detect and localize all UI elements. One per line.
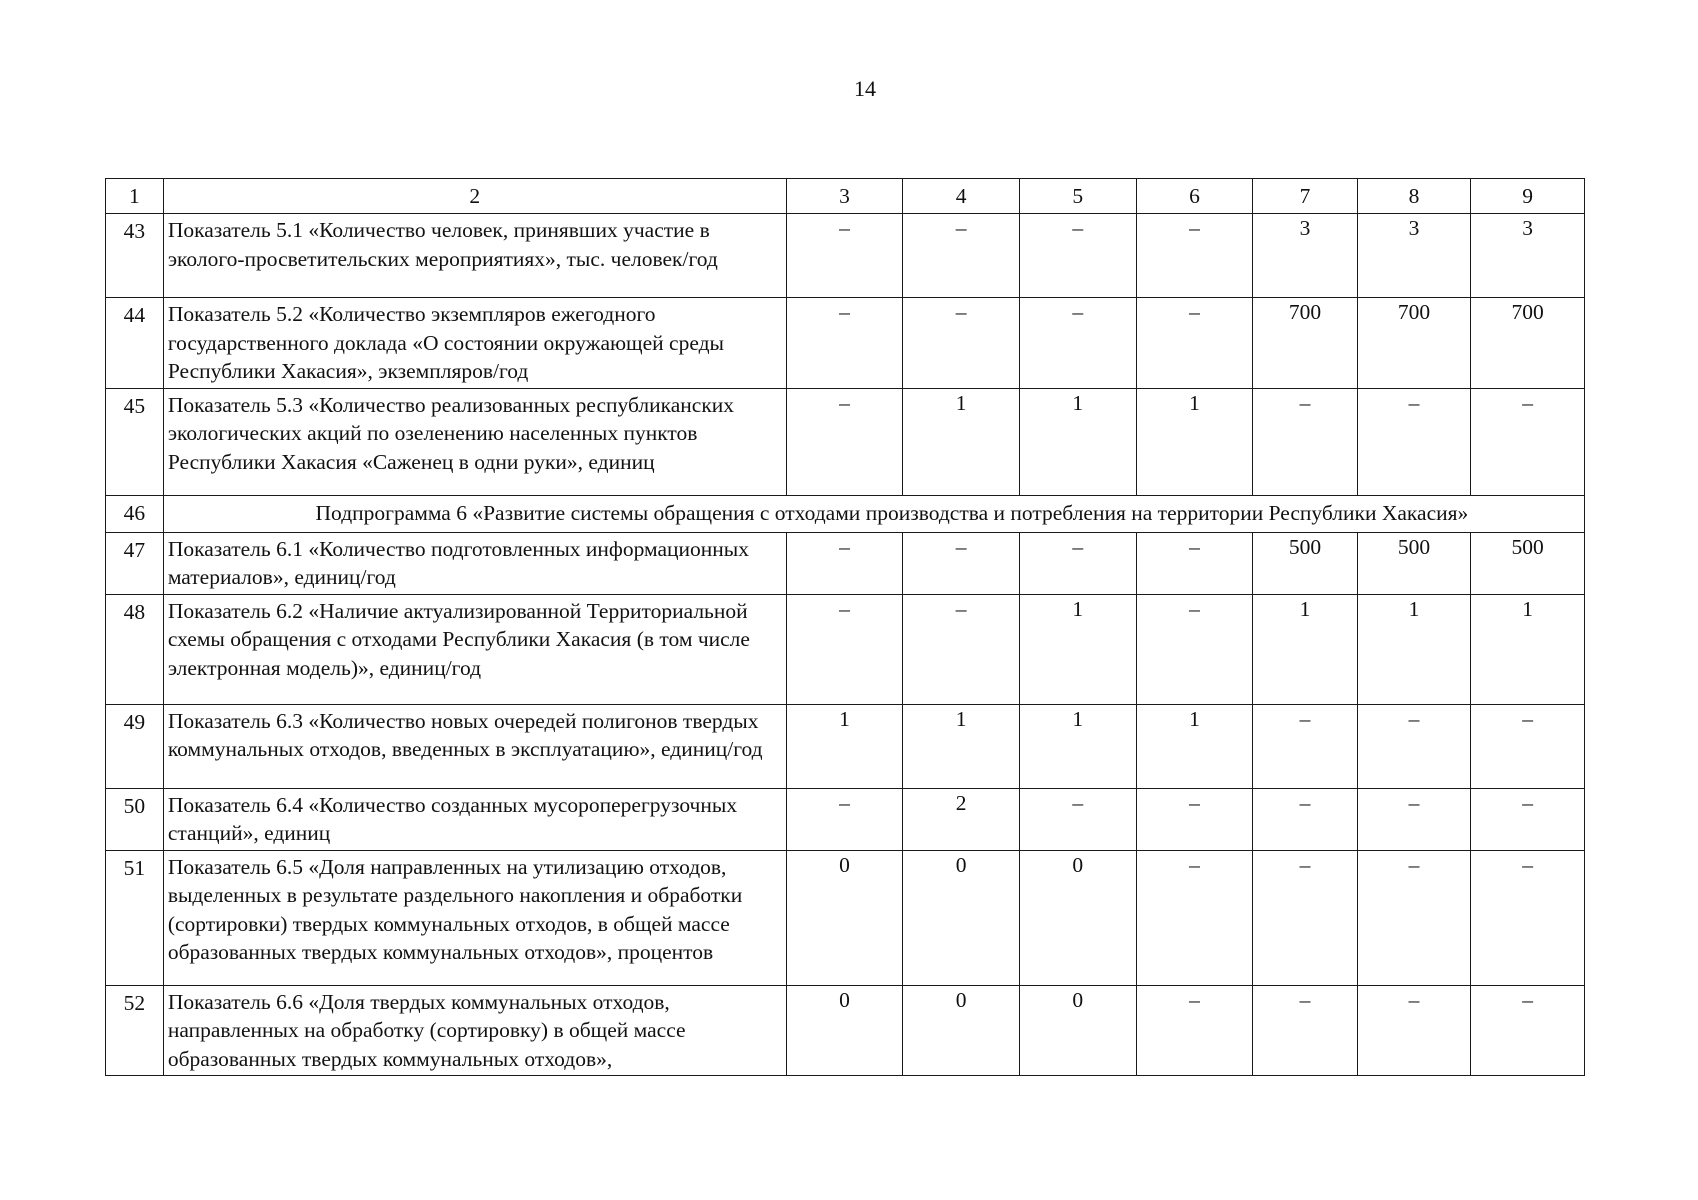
value-cell: 700	[1253, 298, 1357, 389]
indicator-description: Показатель 6.4 «Количество созданных мусороперегрузочных станций», единиц	[163, 788, 786, 850]
table-row	[106, 594, 1585, 704]
value-cell: –	[1253, 985, 1357, 1076]
row-number: 45	[106, 388, 164, 495]
row-number: 49	[106, 704, 164, 788]
indicator-description: Показатель 6.6 «Доля твердых коммунальных отходов, направленных на обработку (сортировку) в общей массе образованных твердых коммунальных отходов»,	[163, 985, 786, 1076]
value-cell: 1	[1136, 388, 1253, 495]
value-cell: –	[1019, 788, 1136, 850]
value-cell: –	[1471, 788, 1585, 850]
value-cell: –	[1136, 298, 1253, 389]
table-row	[106, 388, 1585, 495]
indicator-description: Показатель 6.1 «Количество подготовленных информационных материалов», единиц/год	[163, 532, 786, 594]
value-cell: –	[1136, 532, 1253, 594]
indicator-description: Показатель 5.1 «Количество человек, принявших участие в эколого-просветительских мероприятиях», тыс. человек/год	[163, 214, 786, 298]
value-cell: –	[1136, 985, 1253, 1076]
value-cell: 0	[786, 985, 903, 1076]
header-cell: 1	[106, 179, 164, 214]
row-number: 48	[106, 594, 164, 704]
value-cell: –	[1253, 388, 1357, 495]
value-cell: –	[786, 532, 903, 594]
indicator-description: Показатель 6.5 «Доля направленных на утилизацию отходов, выделенных в результате раздельного накопления и обработки (сортировки) твердых коммунальных отходов, в общей массе образованных твердых коммунальных отходов», процентов	[163, 850, 786, 985]
value-cell: 500	[1357, 532, 1471, 594]
row-number: 47	[106, 532, 164, 594]
table-header-row	[106, 179, 1585, 214]
page-number: 14	[854, 76, 876, 101]
value-cell: 0	[903, 985, 1020, 1076]
header-cell: 2	[163, 179, 786, 214]
table-body	[106, 179, 1585, 1076]
value-cell: –	[1253, 788, 1357, 850]
indicator-description: Показатель 5.2 «Количество экземпляров ежегодного государственного доклада «О состоянии окружающей среды Республики Хакасия», экземпляров/год	[163, 298, 786, 389]
value-cell: 0	[1019, 985, 1136, 1076]
value-cell: 1	[1019, 594, 1136, 704]
header-cell: 7	[1253, 179, 1357, 214]
indicator-description: Показатель 6.3 «Количество новых очередей полигонов твердых коммунальных отходов, введенных в эксплуатацию», единиц/год	[163, 704, 786, 788]
header-cell: 6	[1136, 179, 1253, 214]
value-cell: 1	[1471, 594, 1585, 704]
value-cell: 0	[786, 850, 903, 985]
value-cell: –	[1357, 985, 1471, 1076]
table-row	[106, 298, 1585, 389]
value-cell: 1	[903, 388, 1020, 495]
value-cell: –	[903, 214, 1020, 298]
value-cell: –	[903, 298, 1020, 389]
value-cell: 1	[786, 704, 903, 788]
indicator-description: Показатель 6.2 «Наличие актуализированной Территориальной схемы обращения с отходами Республики Хакасия (в том числе электронная модель)», единиц/год	[163, 594, 786, 704]
value-cell: –	[1136, 850, 1253, 985]
row-number: 43	[106, 214, 164, 298]
table-row	[106, 850, 1585, 985]
value-cell: –	[903, 532, 1020, 594]
value-cell: 3	[1253, 214, 1357, 298]
table-row	[106, 704, 1585, 788]
value-cell: –	[1019, 532, 1136, 594]
value-cell: –	[903, 594, 1020, 704]
value-cell: 700	[1471, 298, 1585, 389]
value-cell: –	[1357, 704, 1471, 788]
value-cell: 1	[1253, 594, 1357, 704]
value-cell: –	[1136, 214, 1253, 298]
value-cell: –	[1136, 594, 1253, 704]
value-cell: 1	[1019, 704, 1136, 788]
value-cell: 1	[1357, 594, 1471, 704]
value-cell: –	[1019, 214, 1136, 298]
value-cell: –	[786, 388, 903, 495]
table-row	[106, 985, 1585, 1076]
table-row	[106, 532, 1585, 594]
value-cell: 3	[1357, 214, 1471, 298]
value-cell: 2	[903, 788, 1020, 850]
header-cell: 9	[1471, 179, 1585, 214]
value-cell: –	[1357, 788, 1471, 850]
value-cell: –	[1471, 985, 1585, 1076]
row-number: 44	[106, 298, 164, 389]
value-cell: –	[1019, 298, 1136, 389]
value-cell: 3	[1471, 214, 1585, 298]
table-row	[106, 788, 1585, 850]
value-cell: 0	[903, 850, 1020, 985]
header-cell: 8	[1357, 179, 1471, 214]
header-cell: 4	[903, 179, 1020, 214]
row-number: 51	[106, 850, 164, 985]
value-cell: –	[786, 594, 903, 704]
value-cell: –	[1471, 850, 1585, 985]
value-cell: –	[1471, 388, 1585, 495]
header-cell: 3	[786, 179, 903, 214]
value-cell: –	[786, 214, 903, 298]
value-cell: 1	[1136, 704, 1253, 788]
value-cell: –	[786, 788, 903, 850]
indicator-description: Показатель 5.3 «Количество реализованных республиканских экологических акций по озеленению населенных пунктов Республики Хакасия «Саженец в одни руки», единиц	[163, 388, 786, 495]
indicators-table	[105, 178, 1585, 1076]
value-cell: 1	[903, 704, 1020, 788]
value-cell: –	[786, 298, 903, 389]
section-row	[106, 495, 1585, 532]
value-cell: –	[1253, 850, 1357, 985]
row-number: 50	[106, 788, 164, 850]
subprogram-title: Подпрограмма 6 «Развитие системы обращения с отходами производства и потребления на территории Республики Хакасия»	[163, 495, 1584, 532]
value-cell: –	[1471, 704, 1585, 788]
value-cell: –	[1136, 788, 1253, 850]
indicators-table-container	[105, 178, 1585, 1076]
row-number: 46	[106, 495, 164, 532]
value-cell: 0	[1019, 850, 1136, 985]
header-cell: 5	[1019, 179, 1136, 214]
value-cell: 1	[1019, 388, 1136, 495]
table-row	[106, 214, 1585, 298]
value-cell: –	[1357, 850, 1471, 985]
value-cell: –	[1357, 388, 1471, 495]
value-cell: 500	[1471, 532, 1585, 594]
value-cell: 700	[1357, 298, 1471, 389]
value-cell: 500	[1253, 532, 1357, 594]
value-cell: –	[1253, 704, 1357, 788]
row-number: 52	[106, 985, 164, 1076]
